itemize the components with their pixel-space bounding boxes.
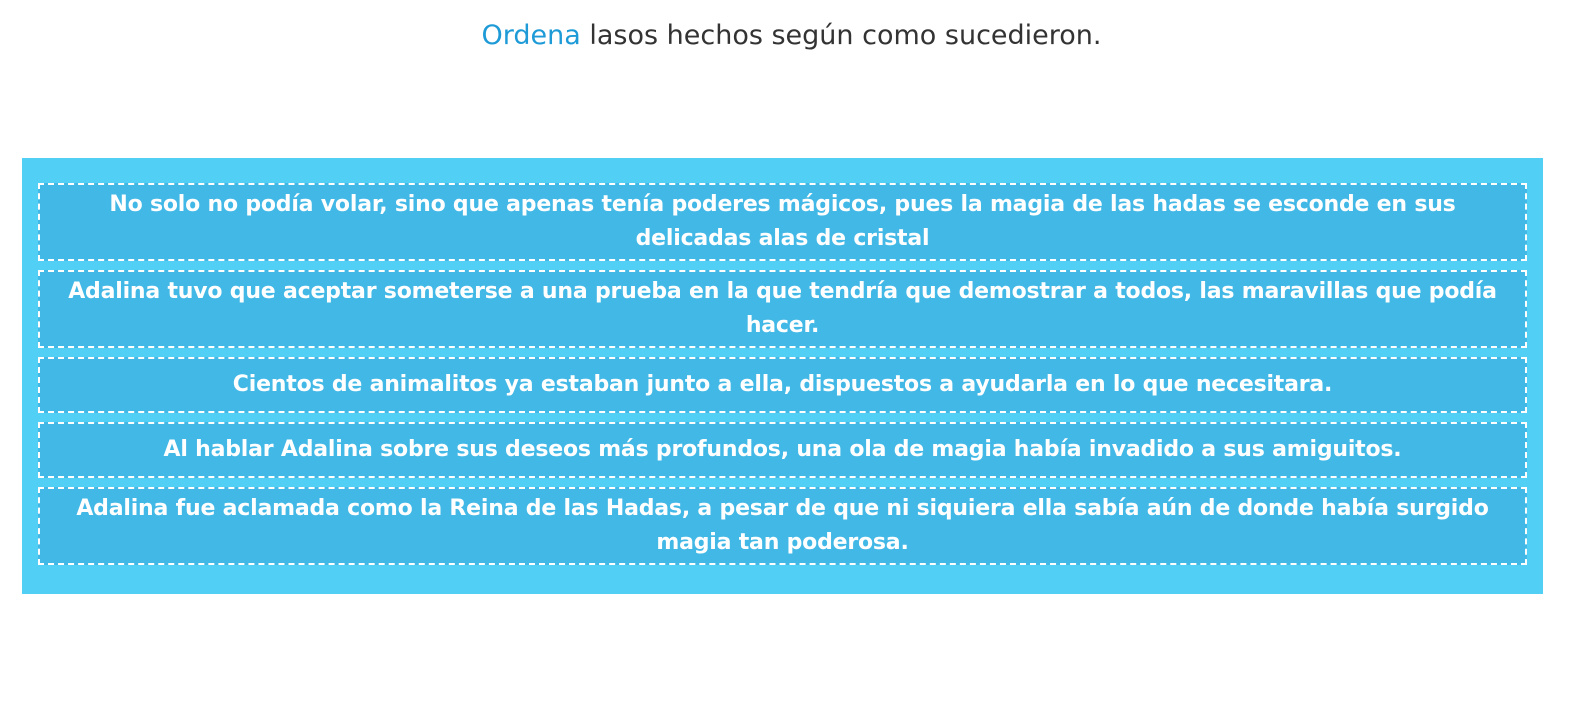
- instruction-keyword: Ordena: [481, 20, 581, 51]
- sortable-item-4[interactable]: Al hablar Adalina sobre sus deseos más profundos, una ola de magia había invadido a sus amiguitos.: [38, 422, 1527, 478]
- instruction-text: lasos hechos según como sucedieron.: [580, 20, 1102, 51]
- sortable-item-1[interactable]: No solo no podía volar, sino que apenas tenía poderes mágicos, pues la magia de las hadas se esconde en sus delicadas alas de cristal: [38, 183, 1527, 261]
- sortable-item-2[interactable]: Adalina tuvo que aceptar someterse a una prueba en la que tendría que demostrar a todos, las maravillas que podía hacer.: [38, 270, 1527, 348]
- sortable-panel: [22, 158, 1543, 594]
- sortable-item-5[interactable]: Adalina fue aclamada como la Reina de las Hadas, a pesar de que ni siquiera ella sabía aún de donde había surgido magia tan poderosa.: [38, 487, 1527, 565]
- sortable-list: [38, 183, 1527, 565]
- instruction-heading: [0, 16, 1583, 56]
- sortable-item-3[interactable]: Cientos de animalitos ya estaban junto a ella, dispuestos a ayudarla en lo que necesitara.: [38, 357, 1527, 413]
